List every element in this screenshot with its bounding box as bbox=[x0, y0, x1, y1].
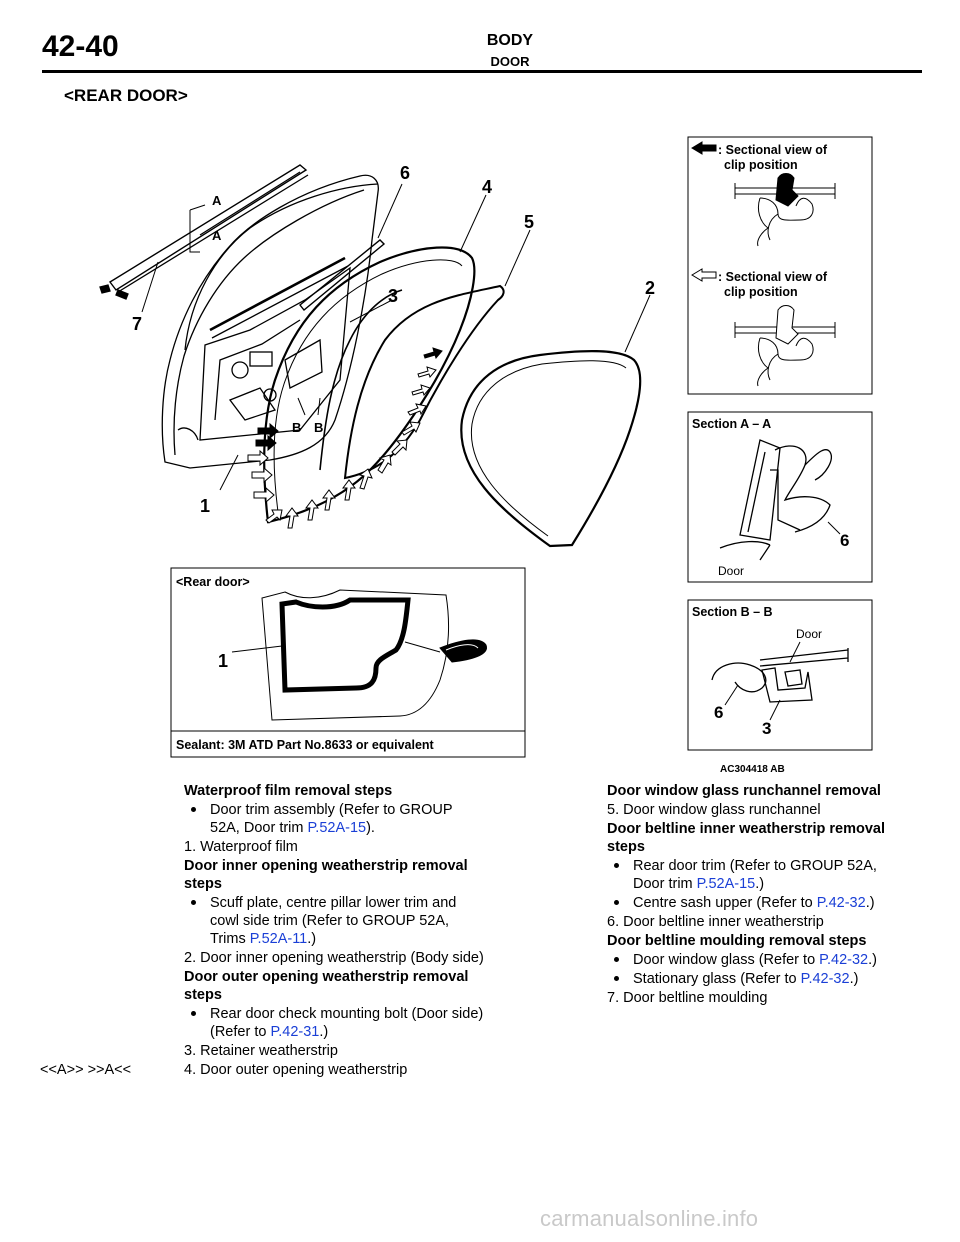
item-text: Waterproof film removal steps bbox=[184, 783, 393, 799]
item-text: Door outer opening weatherstrip removal steps bbox=[184, 969, 469, 1003]
clip-section-2 bbox=[735, 306, 835, 387]
numbered-item bbox=[607, 801, 907, 819]
item-text: Door beltline moulding removal steps bbox=[607, 933, 867, 949]
section-b-mark-2: B bbox=[314, 420, 324, 435]
page-reference-link[interactable]: P.52A-15 bbox=[696, 876, 756, 892]
item-text: Door window glass (Refer to bbox=[633, 952, 820, 968]
callout-4: 4 bbox=[482, 177, 493, 197]
callout-6: 6 bbox=[400, 163, 411, 183]
header-rule bbox=[42, 70, 922, 73]
steps-heading bbox=[607, 820, 907, 856]
page-reference-link[interactable]: P.52A-15 bbox=[307, 820, 367, 836]
section-a-door: Door bbox=[718, 564, 745, 578]
page-reference-link[interactable]: P.42-32 bbox=[816, 895, 866, 911]
rear-door-diagram bbox=[0, 120, 960, 770]
clip-filled-label-2: clip position bbox=[724, 158, 798, 172]
section-b-leaders bbox=[725, 642, 800, 720]
clip-section-1 bbox=[735, 174, 835, 247]
item-text-tail: .) bbox=[868, 952, 877, 968]
item-text-tail: .) bbox=[319, 1024, 329, 1040]
section-b-num-6: 6 bbox=[714, 703, 724, 722]
page-reference-link[interactable]: P.42-32 bbox=[819, 952, 869, 968]
bullet-item bbox=[607, 970, 907, 988]
section-a-title: Section A – A bbox=[692, 417, 772, 431]
left-column bbox=[40, 782, 484, 1080]
section-a-mark-2: A bbox=[212, 228, 222, 243]
item-text: Stationary glass (Refer to bbox=[633, 971, 801, 987]
page-reference-link[interactable]: P.42-32 bbox=[800, 971, 850, 987]
filled-clip-arrows bbox=[256, 348, 442, 450]
section-b-door: Door bbox=[796, 627, 823, 641]
item-text: Door inner opening weatherstrip removal steps bbox=[184, 858, 468, 892]
rear-door-num: 1 bbox=[218, 651, 229, 671]
steps-heading bbox=[184, 968, 484, 1004]
numbered-item bbox=[184, 1042, 484, 1060]
item-text: 2. Door inner opening weatherstrip (Body side) bbox=[184, 950, 484, 966]
figure-code: AC304418 AB bbox=[720, 764, 785, 775]
item-text: 7. Door beltline moulding bbox=[607, 990, 768, 1006]
bullet-item bbox=[607, 857, 907, 893]
section-b-title: Section B – B bbox=[692, 605, 773, 619]
service-point-marker: <<A>> >>A<< bbox=[40, 1062, 132, 1078]
item-text: Door beltline inner weatherstrip removal steps bbox=[607, 821, 885, 855]
item-text: Centre sash upper (Refer to bbox=[633, 895, 817, 911]
item-text-tail: .) bbox=[865, 895, 875, 911]
page-number: 42-40 bbox=[42, 30, 119, 63]
section-a-leader bbox=[828, 522, 840, 534]
section-a-box bbox=[688, 412, 872, 582]
section-b-num-3: 3 bbox=[762, 719, 772, 738]
rear-door-title: <Rear door> bbox=[176, 575, 250, 589]
page-reference-link[interactable]: P.42-31 bbox=[270, 1024, 320, 1040]
item-text: 4. Door outer opening weatherstrip bbox=[184, 1062, 408, 1078]
sealant-note: Sealant: 3M ATD Part No.8633 or equivalent bbox=[176, 738, 434, 752]
item-text-tail: .) bbox=[307, 931, 317, 947]
item-text: Scuff plate, centre pillar lower trim and cowl side trim (Refer to GROUP 52A, Trims bbox=[210, 895, 457, 947]
item-text-tail: ). bbox=[366, 820, 375, 836]
item-text: 3. Retainer weatherstrip bbox=[184, 1043, 338, 1059]
item-text: 6. Door beltline inner weatherstrip bbox=[607, 914, 824, 930]
section-markers bbox=[190, 205, 320, 415]
watermark-footer: carmanualsonline.info bbox=[540, 1206, 759, 1231]
callout-3: 3 bbox=[388, 286, 399, 306]
clip-open-label: : Sectional view of bbox=[718, 270, 828, 284]
item-text-tail: .) bbox=[849, 971, 859, 987]
subsection-title: DOOR bbox=[490, 54, 530, 69]
item-text: Rear door check mounting bolt (Door side) (Refer to bbox=[210, 1006, 484, 1040]
item-text-tail: .) bbox=[755, 876, 765, 892]
rear-door-sealant-drawing bbox=[232, 590, 487, 720]
numbered-item bbox=[607, 989, 907, 1007]
bullet-item bbox=[184, 801, 484, 837]
door-panel-drawing bbox=[100, 165, 384, 468]
section-a-num: 6 bbox=[840, 531, 850, 550]
steps-heading bbox=[607, 782, 907, 800]
item-text: 1. Waterproof film bbox=[184, 839, 298, 855]
weatherstrip-2 bbox=[461, 351, 640, 546]
section-a-mark-1: A bbox=[212, 193, 222, 208]
steps-heading bbox=[607, 932, 907, 950]
bullet-item bbox=[607, 951, 907, 969]
bullet-item bbox=[184, 1005, 484, 1041]
clip-filled-label: : Sectional view of bbox=[718, 143, 828, 157]
numbered-item bbox=[184, 949, 484, 967]
clip-open-label-2: clip position bbox=[724, 285, 798, 299]
numbered-item bbox=[607, 913, 907, 931]
open-arrow-icon bbox=[692, 269, 716, 281]
page-reference-link[interactable]: P.52A-11 bbox=[249, 931, 308, 947]
item-text: Rear door trim (Refer to GROUP 52A, Door trim bbox=[633, 858, 877, 892]
right-column bbox=[607, 782, 907, 1008]
callout-1: 1 bbox=[200, 496, 211, 516]
bullet-item bbox=[607, 894, 907, 912]
callout-2: 2 bbox=[645, 278, 656, 298]
filled-arrow-icon bbox=[692, 142, 716, 154]
section-b-box bbox=[688, 600, 872, 750]
item-text: Door window glass runchannel removal bbox=[607, 783, 881, 799]
callout-7: 7 bbox=[132, 314, 143, 334]
item-text: 5. Door window glass runchannel bbox=[607, 802, 821, 818]
item-text: Door trim assembly (Refer to GROUP 52A, Door trim bbox=[210, 802, 453, 836]
bullet-item bbox=[184, 894, 484, 948]
steps-heading bbox=[184, 782, 484, 800]
steps-heading bbox=[184, 857, 484, 893]
section-b-mark-1: B bbox=[292, 420, 302, 435]
open-clip-arrows bbox=[248, 367, 436, 528]
section-a-drawing bbox=[720, 440, 831, 560]
section-title: BODY bbox=[486, 32, 534, 49]
numbered-item bbox=[184, 838, 484, 856]
callout-5: 5 bbox=[524, 212, 535, 232]
page-title: <REAR DOOR> bbox=[64, 86, 188, 105]
numbered-item bbox=[40, 1061, 484, 1079]
